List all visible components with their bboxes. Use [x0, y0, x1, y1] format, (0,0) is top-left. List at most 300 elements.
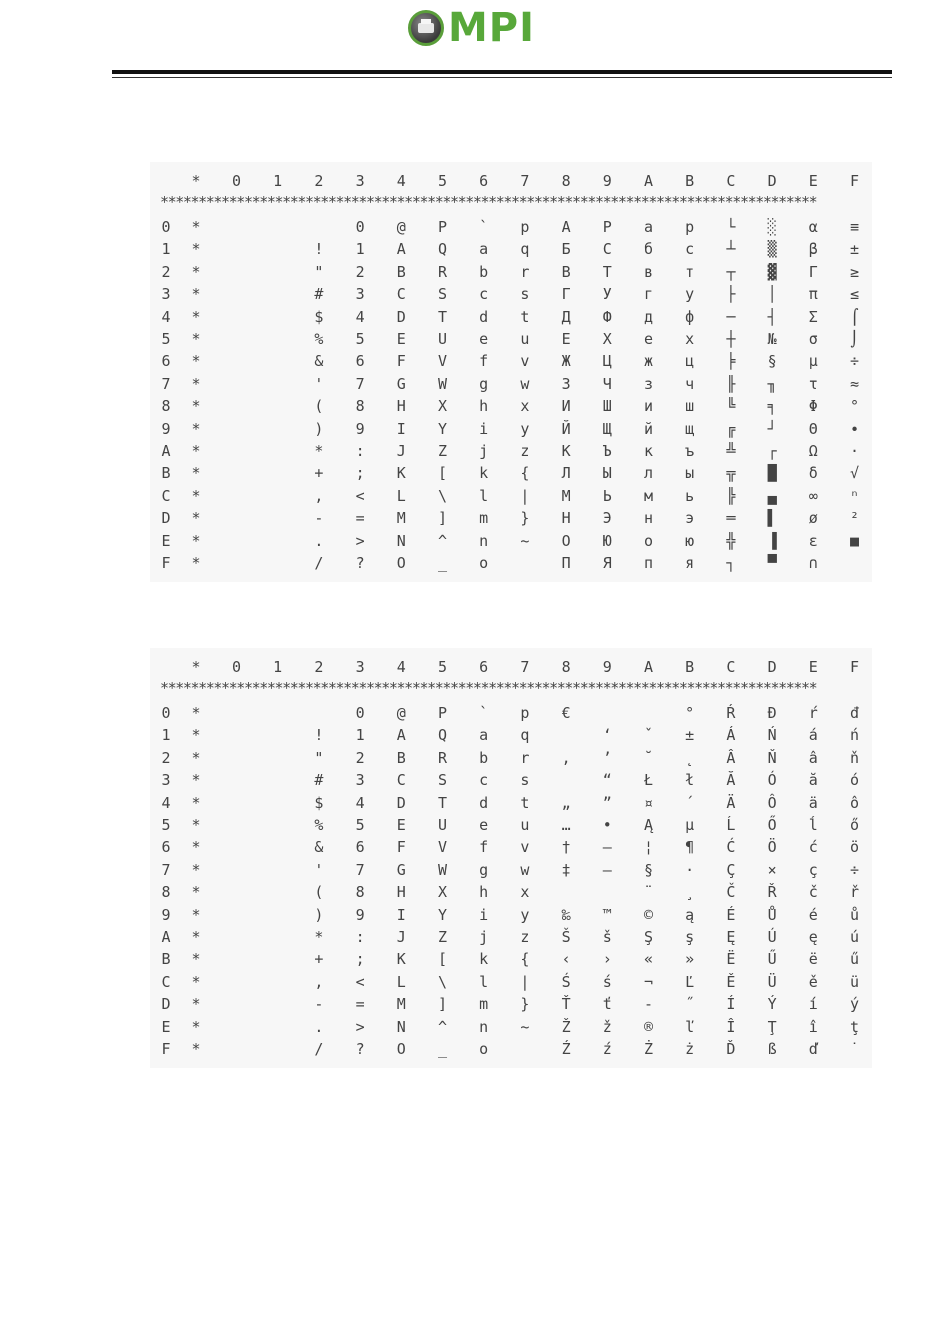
char-cell: µ: [685, 816, 695, 834]
char-cell: C: [396, 771, 406, 790]
char-cell: á: [808, 726, 818, 745]
char-cell: †: [561, 838, 571, 857]
column-header: 5: [437, 172, 448, 190]
row-label: 4: [161, 793, 171, 812]
char-cell: ±: [685, 726, 695, 745]
char-cell: м: [643, 486, 654, 505]
char-cell: х: [685, 330, 695, 348]
char-cell: ţ: [849, 1017, 860, 1036]
char-cell: ╔: [726, 419, 736, 438]
char-cell: Ш: [602, 397, 612, 416]
char-cell: ы: [685, 464, 695, 483]
char-cell: ,: [314, 972, 324, 991]
char-cell: w: [520, 374, 530, 393]
char-cell: Ę: [726, 928, 736, 946]
char-cell: ą: [685, 905, 695, 924]
char-cell: b: [479, 262, 489, 281]
row-star: *: [191, 262, 201, 281]
char-cell: Г: [561, 285, 571, 304]
char-cell: ž: [602, 1017, 612, 1036]
char-cell: и: [643, 397, 654, 416]
char-cell: &: [314, 838, 324, 857]
char-cell: ┘: [767, 419, 777, 438]
char-cell: ë: [808, 950, 818, 969]
row-star: *: [191, 972, 201, 991]
char-cell: ‹: [561, 950, 571, 969]
row-label: F: [161, 1040, 171, 1058]
column-header: 5: [437, 658, 448, 676]
char-cell: »: [685, 950, 695, 969]
char-cell: c: [479, 285, 489, 304]
char-cell: P: [437, 704, 448, 722]
char-cell: `: [479, 704, 489, 722]
char-cell: щ: [685, 419, 695, 438]
char-cell: я: [685, 554, 695, 572]
char-cell: ╦: [726, 464, 736, 483]
char-cell: i: [479, 905, 489, 924]
char-cell: ": [314, 262, 324, 281]
char-cell: ß: [767, 1040, 777, 1058]
char-cell: —: [602, 860, 612, 879]
printer-logo-icon: [408, 10, 444, 46]
char-cell: ÷: [849, 352, 860, 371]
row-label: 1: [161, 240, 171, 259]
char-cell: ▀: [767, 554, 777, 572]
char-cell: Ţ: [767, 1017, 777, 1036]
char-cell: Θ: [808, 419, 818, 438]
char-cell: Z: [437, 928, 448, 946]
row-label: 9: [161, 419, 171, 438]
char-cell: с: [685, 240, 695, 259]
row-star: *: [191, 218, 201, 236]
char-cell: Ч: [602, 374, 612, 393]
char-cell: u: [520, 330, 530, 348]
char-cell: Ě: [726, 972, 736, 991]
row-label: 2: [161, 748, 171, 767]
char-cell: q: [520, 240, 530, 259]
row-star: *: [191, 531, 201, 550]
char-cell: …: [561, 816, 571, 834]
char-cell: Ü: [767, 972, 777, 991]
char-cell: m: [479, 995, 489, 1014]
char-cell: e: [479, 816, 489, 834]
char-cell: Ĺ: [726, 816, 736, 834]
char-cell: O: [396, 1040, 406, 1058]
row-label: 0: [161, 704, 171, 722]
column-header: D: [767, 172, 777, 190]
column-header: C: [726, 172, 736, 190]
char-cell: Y: [437, 419, 448, 438]
char-cell: h: [479, 397, 489, 416]
char-cell: 5: [355, 816, 365, 834]
char-cell: ■: [849, 531, 860, 550]
row-star: *: [191, 883, 201, 902]
char-cell: ▒: [767, 240, 777, 259]
char-cell: Á: [726, 726, 736, 745]
char-cell: •: [602, 816, 612, 834]
char-cell: ÷: [849, 860, 860, 879]
char-cell: k: [479, 464, 489, 483]
char-cell: [: [437, 950, 448, 969]
char-cell: S: [437, 771, 448, 790]
char-cell: М: [561, 486, 571, 505]
char-cell: У: [602, 285, 612, 304]
column-header: 8: [561, 658, 571, 676]
column-header: A: [643, 658, 654, 676]
row-label: C: [161, 972, 171, 991]
char-cell: О: [561, 531, 571, 550]
char-cell: J: [396, 928, 406, 946]
char-cell: Б: [561, 240, 571, 259]
char-cell: (: [314, 397, 324, 416]
char-cell: 5: [355, 330, 365, 348]
char-cell: !: [314, 726, 324, 745]
char-cell: ˇ: [643, 726, 654, 745]
char-cell: ╟: [726, 374, 736, 393]
char-cell: r: [520, 748, 530, 767]
char-cell: ă: [808, 771, 818, 790]
char-cell: s: [520, 285, 530, 304]
char-cell: í: [808, 995, 818, 1014]
char-cell: –: [602, 838, 612, 857]
char-cell: Н: [561, 509, 571, 528]
char-cell: Ω: [808, 442, 818, 460]
char-cell: ®: [643, 1017, 654, 1036]
row-star: *: [191, 905, 201, 924]
char-cell: Č: [726, 883, 736, 902]
char-cell: I: [396, 419, 406, 438]
char-cell: Х: [602, 330, 612, 348]
row-label: D: [161, 509, 171, 528]
char-cell: Q: [437, 240, 448, 259]
char-cell: Р: [602, 218, 612, 236]
row-label: 4: [161, 307, 171, 326]
row-star: *: [191, 509, 201, 528]
char-cell: Д: [561, 307, 571, 326]
char-cell: ~: [520, 1017, 530, 1036]
char-cell: α: [808, 218, 818, 236]
char-cell: §: [643, 860, 654, 879]
row-star: *: [191, 554, 201, 572]
column-header: 0: [231, 172, 242, 190]
char-cell: ő: [849, 816, 860, 834]
char-cell: п: [643, 554, 654, 572]
column-header: D: [767, 658, 777, 676]
char-cell: ń: [849, 726, 860, 745]
char-cell: ć: [808, 838, 818, 857]
column-header: 4: [396, 658, 406, 676]
char-cell: j: [479, 442, 489, 460]
row-star: *: [191, 726, 201, 745]
char-cell: т: [685, 262, 695, 281]
char-cell: đ: [849, 704, 860, 722]
char-cell: E: [396, 330, 406, 348]
char-cell: 0: [355, 218, 365, 236]
char-cell: ⌡: [849, 330, 860, 348]
char-cell: î: [808, 1017, 818, 1036]
char-cell: ¤: [643, 793, 654, 812]
char-cell: ł: [685, 771, 695, 790]
char-cell: N: [396, 531, 406, 550]
char-cell: е: [643, 330, 654, 348]
header-rule: [112, 70, 892, 74]
char-cell: ”: [602, 793, 612, 812]
char-cell: Ő: [767, 816, 777, 834]
char-cell: Š: [561, 928, 571, 946]
char-cell: Ъ: [602, 442, 612, 460]
char-cell: ˝: [685, 995, 695, 1014]
row-star: *: [191, 464, 201, 483]
char-cell: +: [314, 950, 324, 969]
char-cell: ▐: [767, 531, 777, 550]
char-cell: o: [479, 1040, 489, 1058]
char-cell: З: [561, 374, 571, 393]
char-cell: ∩: [808, 554, 818, 572]
row-label: A: [161, 442, 171, 460]
char-cell: ˛: [685, 748, 695, 767]
char-cell: ┬: [726, 262, 736, 281]
char-cell: M: [396, 995, 406, 1014]
char-cell: 0: [355, 704, 365, 722]
char-cell: №: [767, 330, 777, 348]
char-cell: V: [437, 352, 448, 371]
char-cell: z: [520, 442, 530, 460]
row-label: B: [161, 950, 171, 969]
char-cell: ≤: [849, 285, 860, 304]
char-cell: ř: [849, 883, 860, 902]
char-cell: 3: [355, 771, 365, 790]
char-cell: ó: [849, 771, 860, 790]
char-cell: ¬: [643, 972, 654, 991]
char-cell: И: [561, 397, 571, 416]
char-cell: 1: [355, 726, 365, 745]
row-label: 7: [161, 860, 171, 879]
char-cell: x: [520, 397, 530, 416]
char-cell: *: [314, 928, 324, 946]
char-cell: ⌠: [849, 307, 860, 326]
column-header: 8: [561, 172, 571, 190]
char-cell: н: [643, 509, 654, 528]
char-cell: ≥: [849, 262, 860, 281]
char-cell: Ы: [602, 464, 612, 483]
char-cell: Ф: [602, 307, 612, 326]
char-cell: y: [520, 419, 530, 438]
char-cell: ŕ: [808, 704, 818, 722]
char-cell: °: [685, 704, 695, 722]
char-cell: *: [314, 442, 324, 460]
char-cell: F: [396, 352, 406, 371]
row-label: 6: [161, 352, 171, 371]
char-cell: V: [437, 838, 448, 857]
row-star: *: [191, 307, 201, 326]
char-cell: ж: [643, 352, 654, 371]
char-cell: А: [561, 218, 571, 236]
column-header: 9: [602, 172, 612, 190]
char-cell: $: [314, 307, 324, 326]
char-cell: ╩: [726, 442, 736, 460]
row-star: *: [191, 240, 201, 259]
char-cell: D: [396, 793, 406, 812]
row-label: 5: [161, 330, 171, 348]
char-cell: |: [520, 486, 530, 505]
char-cell: @: [396, 704, 406, 722]
char-cell: Z: [437, 442, 448, 460]
char-cell: M: [396, 509, 406, 528]
char-cell: ’: [602, 748, 612, 767]
char-cell: S: [437, 285, 448, 304]
char-cell: “: [602, 771, 612, 790]
char-cell: ×: [767, 860, 777, 879]
char-cell: &: [314, 352, 324, 371]
char-cell: é: [808, 905, 818, 924]
char-cell: ^: [437, 531, 448, 550]
column-header: A: [643, 172, 654, 190]
char-cell: ': [314, 860, 324, 879]
row-star: *: [191, 352, 201, 371]
header-rule-thin: [112, 77, 892, 78]
char-cell: √: [849, 464, 860, 483]
char-cell: l: [479, 972, 489, 991]
char-cell: ░: [767, 218, 777, 236]
row-label: 6: [161, 838, 171, 857]
char-cell: #: [314, 771, 324, 790]
column-header: 0: [231, 658, 242, 676]
char-cell: ™: [602, 905, 612, 924]
row-star: *: [191, 816, 201, 834]
char-cell: q: [520, 726, 530, 745]
char-cell: n: [479, 531, 489, 550]
row-label: 3: [161, 285, 171, 304]
char-cell: ;: [355, 950, 365, 969]
char-cell: 3: [355, 285, 365, 304]
char-cell: \: [437, 486, 448, 505]
char-cell: ·: [849, 442, 860, 460]
star-separator: **************************************************************************************: [160, 194, 817, 210]
char-cell: 1: [355, 240, 365, 259]
char-cell: b: [479, 748, 489, 767]
char-cell: {: [520, 950, 530, 969]
char-cell: з: [643, 374, 654, 393]
char-cell: y: [520, 905, 530, 924]
char-cell: К: [561, 442, 571, 460]
char-cell: I: [396, 905, 406, 924]
char-cell: ц: [685, 352, 695, 371]
char-cell: ∙: [849, 419, 860, 438]
char-cell: d: [479, 793, 489, 812]
row-label: 1: [161, 726, 171, 745]
star-separator: **************************************************************************************: [160, 680, 817, 696]
char-cell: g: [479, 374, 489, 393]
row-star: *: [191, 374, 201, 393]
char-cell: .: [314, 1017, 324, 1036]
char-cell: =: [355, 509, 365, 528]
char-cell: 2: [355, 262, 365, 281]
char-cell: а: [643, 218, 654, 236]
char-cell: Ь: [602, 486, 612, 505]
char-cell: в: [643, 262, 654, 281]
char-cell: .: [314, 531, 324, 550]
char-cell: ¶: [685, 838, 695, 857]
char-cell: É: [726, 905, 736, 924]
char-cell: р: [685, 218, 695, 236]
character-table-1: [150, 162, 872, 582]
char-cell: J: [396, 442, 406, 460]
char-cell: n: [479, 1017, 489, 1036]
char-cell: ‰: [561, 905, 571, 924]
char-cell: r: [520, 262, 530, 281]
char-cell: ╚: [726, 397, 736, 416]
column-header: 1: [273, 658, 283, 676]
char-cell: Ю: [602, 531, 612, 550]
row-label: 2: [161, 262, 171, 281]
column-header: F: [849, 658, 860, 676]
char-cell: Ë: [726, 950, 736, 969]
char-cell: @: [396, 218, 406, 236]
char-cell: ]: [437, 995, 448, 1014]
row-label: 3: [161, 771, 171, 790]
char-cell: Â: [726, 748, 736, 767]
char-cell: Î: [726, 1017, 736, 1036]
logo-text: MPI: [448, 5, 536, 51]
char-cell: ▓: [767, 262, 777, 281]
char-cell: ∞: [808, 486, 818, 505]
char-cell: >: [355, 531, 365, 550]
char-cell: v: [520, 838, 530, 857]
char-cell: ╖: [767, 374, 777, 393]
char-cell: Ň: [767, 748, 777, 767]
char-cell: _: [437, 554, 448, 572]
char-cell: ˙: [849, 1040, 860, 1058]
char-cell: %: [314, 816, 324, 834]
char-cell: ═: [726, 509, 736, 528]
char-cell: Я: [602, 554, 612, 572]
char-cell: ?: [355, 1040, 365, 1058]
char-cell: ť: [602, 995, 612, 1014]
char-cell: л: [643, 464, 654, 483]
char-cell: Q: [437, 726, 448, 745]
char-cell: O: [396, 554, 406, 572]
char-cell: Ç: [726, 860, 736, 879]
char-cell: ›: [602, 950, 612, 969]
row-star: *: [191, 771, 201, 790]
char-cell: Ć: [726, 838, 736, 857]
char-cell: ├: [726, 285, 736, 304]
char-cell: э: [685, 509, 695, 528]
char-cell: ч: [685, 374, 695, 393]
char-cell: ň: [849, 748, 860, 767]
char-cell: Ř: [767, 883, 777, 902]
char-cell: 7: [355, 374, 365, 393]
char-cell: F: [396, 838, 406, 857]
column-header: 7: [520, 658, 530, 676]
char-cell: ъ: [685, 442, 695, 460]
char-cell: +: [314, 464, 324, 483]
char-cell: └: [726, 218, 736, 236]
char-cell: 8: [355, 883, 365, 902]
char-cell: ┌: [767, 442, 777, 460]
row-label: 7: [161, 374, 171, 393]
char-cell: ш: [685, 397, 695, 416]
column-header: F: [849, 172, 860, 190]
row-label: A: [161, 928, 171, 946]
char-cell: ┼: [726, 330, 736, 348]
char-cell: π: [808, 285, 818, 304]
char-cell: /: [314, 1040, 324, 1058]
char-cell: ˘: [643, 748, 654, 767]
char-cell: ż: [685, 1040, 695, 1058]
char-cell: e: [479, 330, 489, 348]
column-header: 2: [314, 172, 324, 190]
